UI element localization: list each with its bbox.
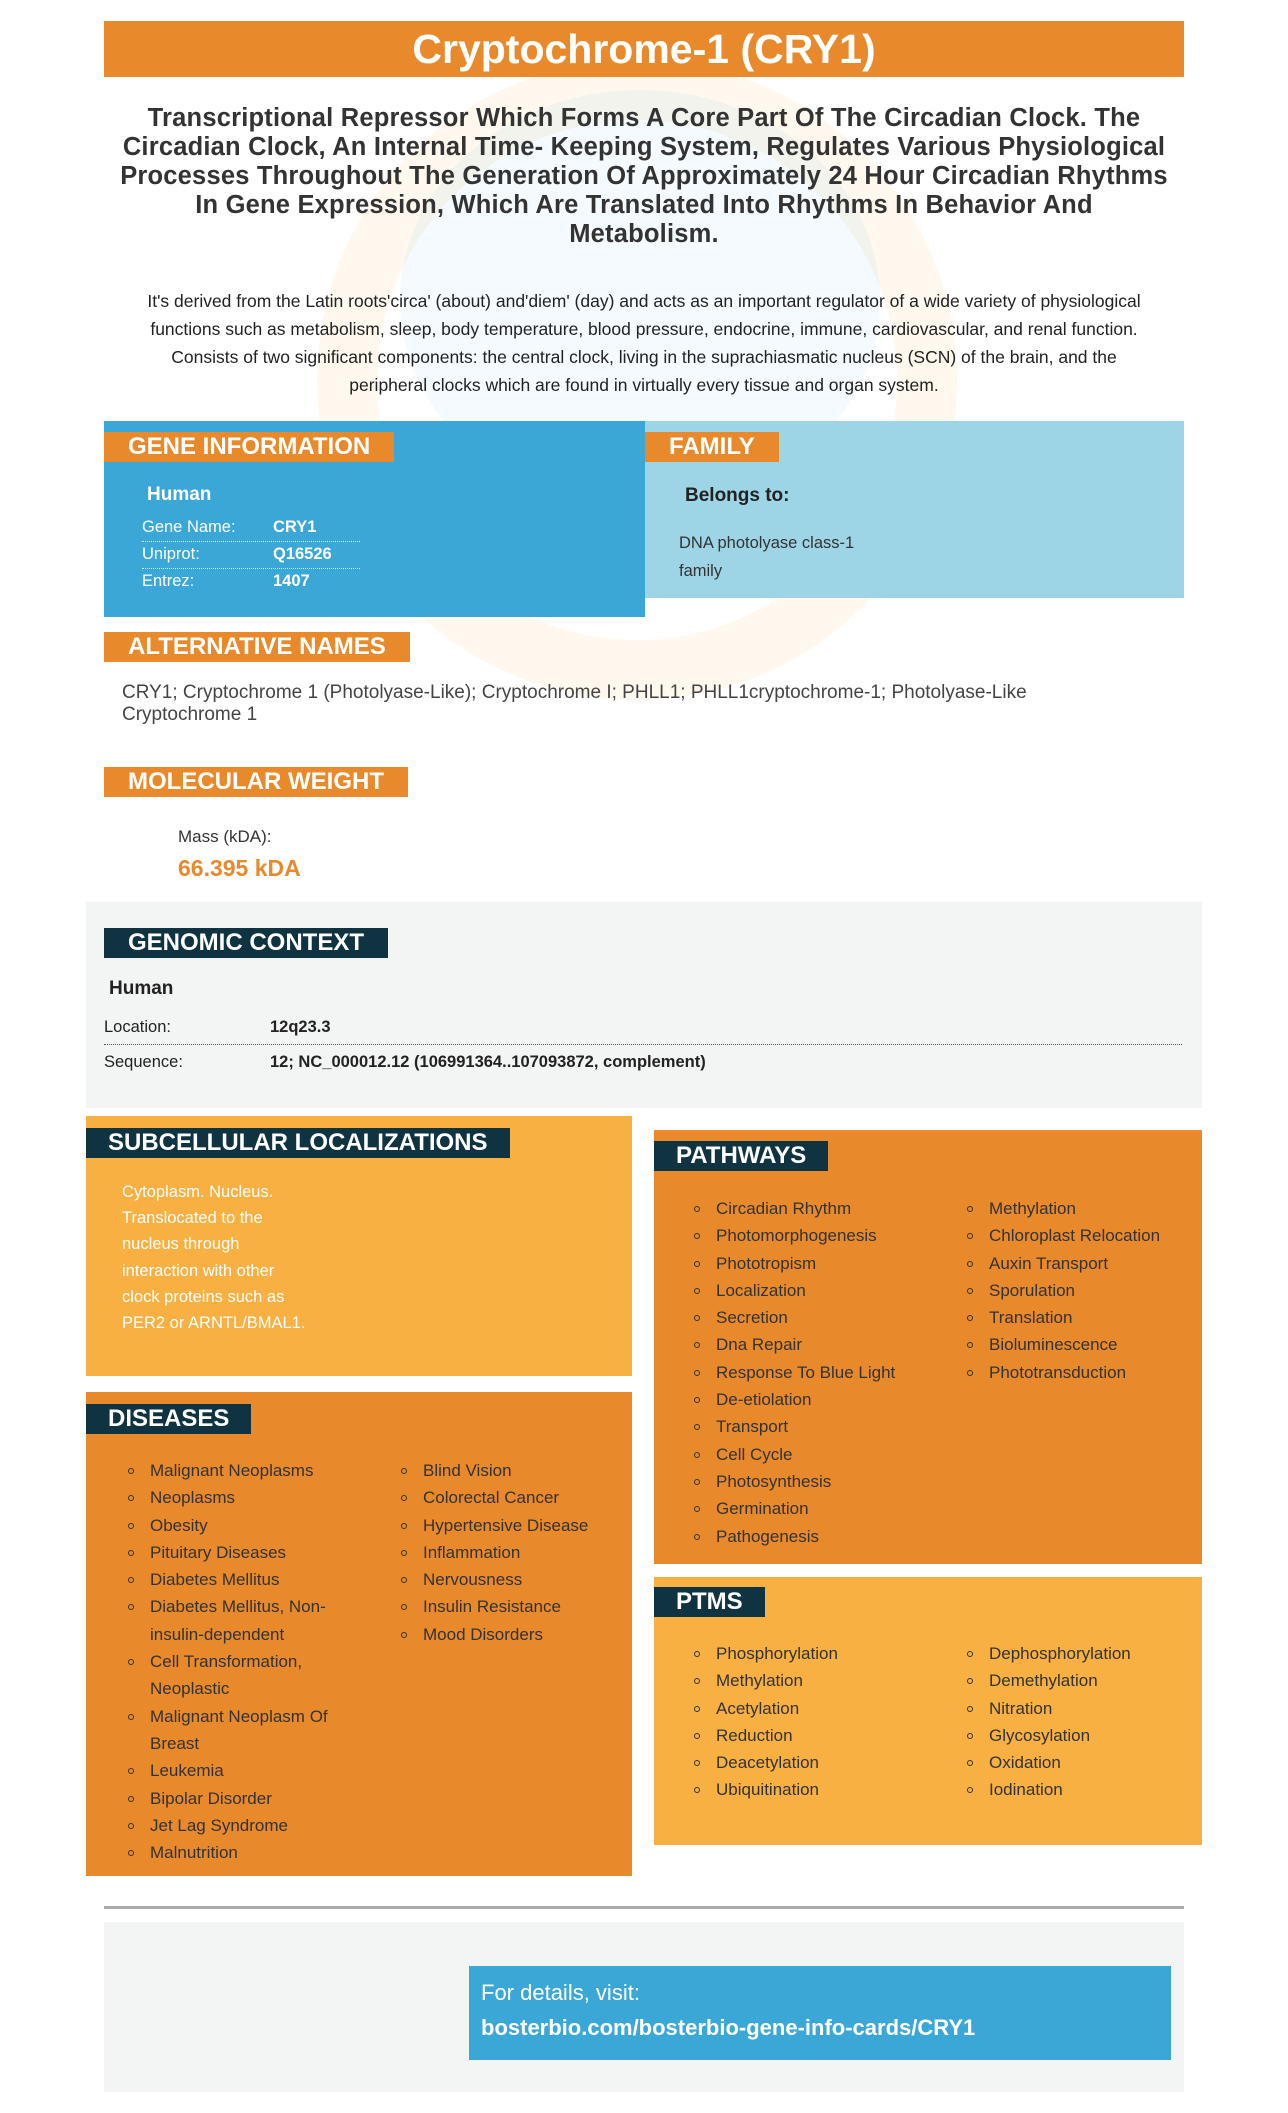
list-item: Insulin Resistance	[397, 1593, 622, 1620]
family-value-line1: DNA photolyase class-1	[679, 534, 855, 552]
mass-label: Mass (kDA):	[178, 827, 272, 846]
list-item: De-etiolation	[690, 1386, 930, 1413]
list-item: Diabetes Mellitus, Non-insulin-dependent	[124, 1593, 334, 1648]
list-item: Secretion	[690, 1304, 930, 1331]
list-item: Nitration	[963, 1695, 1193, 1722]
location-value: 12q23.3	[270, 1018, 331, 1036]
list-item: Translation	[963, 1304, 1193, 1331]
diseases-panel	[86, 1392, 632, 1876]
subcellular-line: nucleus through	[122, 1235, 240, 1254]
pathways-list-col1	[690, 1195, 930, 1550]
family-heading: FAMILY	[645, 432, 779, 462]
subcellular-line: clock proteins such as	[122, 1287, 285, 1306]
uniprot-label: Uniprot:	[142, 545, 200, 563]
entrez-value: 1407	[273, 572, 310, 590]
list-item: Localization	[690, 1277, 930, 1304]
location-label: Location:	[104, 1018, 171, 1036]
list-item: Germination	[690, 1495, 930, 1522]
subcellular-panel	[86, 1116, 632, 1376]
ptms-heading: PTMS	[654, 1587, 765, 1617]
pathways-panel	[654, 1130, 1202, 1564]
diseases-heading: DISEASES	[86, 1404, 251, 1434]
family-belongs-label: Belongs to:	[685, 485, 790, 506]
list-item: Iodination	[963, 1776, 1193, 1803]
diseases-list-col1	[124, 1457, 334, 1866]
list-item: Phosphorylation	[690, 1640, 930, 1667]
protein-summary: Transcriptional Repressor Which Forms A Core Part Of The Circadian Clock. The Circadian Clock, An Internal Time- Keeping System, Regulates Various Physiological Processes Throughout The Generation Of Approximately 24 Hour Circadian Rhythms In Gene Expression, Which Are Translated Into Rhythms In Behavior And Metabolism.	[120, 104, 1168, 248]
list-item: Dephosphorylation	[963, 1640, 1193, 1667]
page-title: Cryptochrome-1 (CRY1)	[104, 21, 1184, 77]
subcellular-line: Translocated to the	[122, 1209, 263, 1228]
details-link-box[interactable]	[469, 1966, 1171, 2060]
list-item: Methylation	[963, 1195, 1193, 1222]
intro-paragraph: It's derived from the Latin roots'circa' (about) and'diem' (day) and acts as an important regulator of a wide variety of physiological functions such as metabolism, sleep, body temperature, blood pressure, endocrine, immune, cardiovascular, and renal function. Consists of two significant components: the central clock, living in the suprachiasmatic nucleus (SCN) of the brain, and the peripheral clocks which are found in virtually every tissue and organ system.	[147, 291, 1141, 395]
alternative-names-heading: ALTERNATIVE NAMES	[104, 632, 410, 662]
genomic-species: Human	[109, 978, 174, 999]
footer-divider	[104, 1906, 1184, 1909]
subcellular-line: Cytoplasm. Nucleus.	[122, 1183, 274, 1201]
list-item: Response To Blue Light	[690, 1359, 930, 1386]
list-item: Mood Disorders	[397, 1621, 622, 1648]
list-item: Pituitary Diseases	[124, 1539, 334, 1566]
list-item: Blind Vision	[397, 1457, 622, 1484]
list-item: Cell Transformation, Neoplastic	[124, 1648, 334, 1703]
list-item: Methylation	[690, 1667, 930, 1694]
sequence-row	[104, 1045, 1182, 1079]
list-item: Deacetylation	[690, 1749, 930, 1776]
diseases-list-col2	[397, 1457, 622, 1648]
list-item: Malignant Neoplasms	[124, 1457, 334, 1484]
entrez-row	[142, 568, 360, 595]
details-visit-label: For details, visit:	[481, 1980, 640, 2005]
gene-information-panel	[104, 421, 645, 617]
mass-value: 66.395 kDA	[178, 855, 301, 881]
uniprot-value: Q16526	[273, 545, 332, 563]
list-item: Diabetes Mellitus	[124, 1566, 334, 1593]
list-item: Demethylation	[963, 1667, 1193, 1694]
list-item: Neoplasms	[124, 1484, 334, 1511]
alternative-names-text: CRY1; Cryptochrome 1 (Photolyase-Like); Cryptochrome I; PHLL1; PHLL1cryptochrome-1; Photolyase-Like Cryptochrome 1	[122, 682, 1027, 725]
gene-name-row	[142, 514, 360, 542]
sequence-label: Sequence:	[104, 1053, 183, 1071]
ptms-panel	[654, 1577, 1202, 1845]
gene-species: Human	[147, 484, 212, 505]
list-item: Phototropism	[690, 1250, 930, 1277]
subcellular-line: PER2 or ARNTL/BMAL1.	[122, 1314, 306, 1333]
list-item: Bipolar Disorder	[124, 1785, 334, 1812]
list-item: Colorectal Cancer	[397, 1484, 622, 1511]
list-item: Circadian Rhythm	[690, 1195, 930, 1222]
pathways-list-col2	[963, 1195, 1193, 1386]
list-item: Dna Repair	[690, 1331, 930, 1358]
list-item: Bioluminescence	[963, 1331, 1193, 1358]
list-item: Hypertensive Disease	[397, 1512, 622, 1539]
molecular-weight-heading: MOLECULAR WEIGHT	[104, 767, 408, 797]
subcellular-heading: SUBCELLULAR LOCALIZATIONS	[86, 1128, 510, 1158]
list-item: Malignant Neoplasm Of Breast	[124, 1703, 334, 1758]
list-item: Reduction	[690, 1722, 930, 1749]
gene-name-label: Gene Name:	[142, 518, 236, 536]
list-item: Photomorphogenesis	[690, 1222, 930, 1249]
list-item: Jet Lag Syndrome	[124, 1812, 334, 1839]
list-item: Cell Cycle	[690, 1441, 930, 1468]
pathways-heading: PATHWAYS	[654, 1141, 828, 1171]
uniprot-row	[142, 541, 360, 569]
list-item: Photosynthesis	[690, 1468, 930, 1495]
list-item: Inflammation	[397, 1539, 622, 1566]
subcellular-line: interaction with other	[122, 1261, 275, 1280]
list-item: Malnutrition	[124, 1839, 334, 1866]
genomic-context-heading: GENOMIC CONTEXT	[104, 928, 388, 958]
ptms-list-col2	[963, 1640, 1193, 1804]
list-item: Leukemia	[124, 1757, 334, 1784]
list-item: Glycosylation	[963, 1722, 1193, 1749]
details-url-link[interactable]: bosterbio.com/bosterbio-gene-info-cards/CRY1	[481, 2015, 976, 2040]
entrez-label: Entrez:	[142, 572, 195, 590]
genomic-context-panel	[86, 902, 1202, 1108]
list-item: Ubiquitination	[690, 1776, 930, 1803]
family-panel	[645, 421, 1184, 598]
list-item: Nervousness	[397, 1566, 622, 1593]
list-item: Auxin Transport	[963, 1250, 1193, 1277]
list-item: Chloroplast Relocation	[963, 1222, 1193, 1249]
list-item: Oxidation	[963, 1749, 1193, 1776]
family-value-line2: family	[679, 562, 723, 580]
ptms-list-col1	[690, 1640, 930, 1804]
gene-information-heading: GENE INFORMATION	[104, 432, 394, 462]
list-item: Acetylation	[690, 1695, 930, 1722]
sequence-value: 12; NC_000012.12 (106991364..107093872, complement)	[270, 1053, 706, 1071]
gene-name-value: CRY1	[273, 518, 317, 536]
list-item: Sporulation	[963, 1277, 1193, 1304]
list-item: Phototransduction	[963, 1359, 1193, 1386]
list-item: Pathogenesis	[690, 1523, 930, 1550]
list-item: Transport	[690, 1413, 930, 1440]
subcellular-text	[122, 1179, 305, 1336]
list-item: Obesity	[124, 1512, 334, 1539]
location-row	[104, 1010, 1182, 1045]
